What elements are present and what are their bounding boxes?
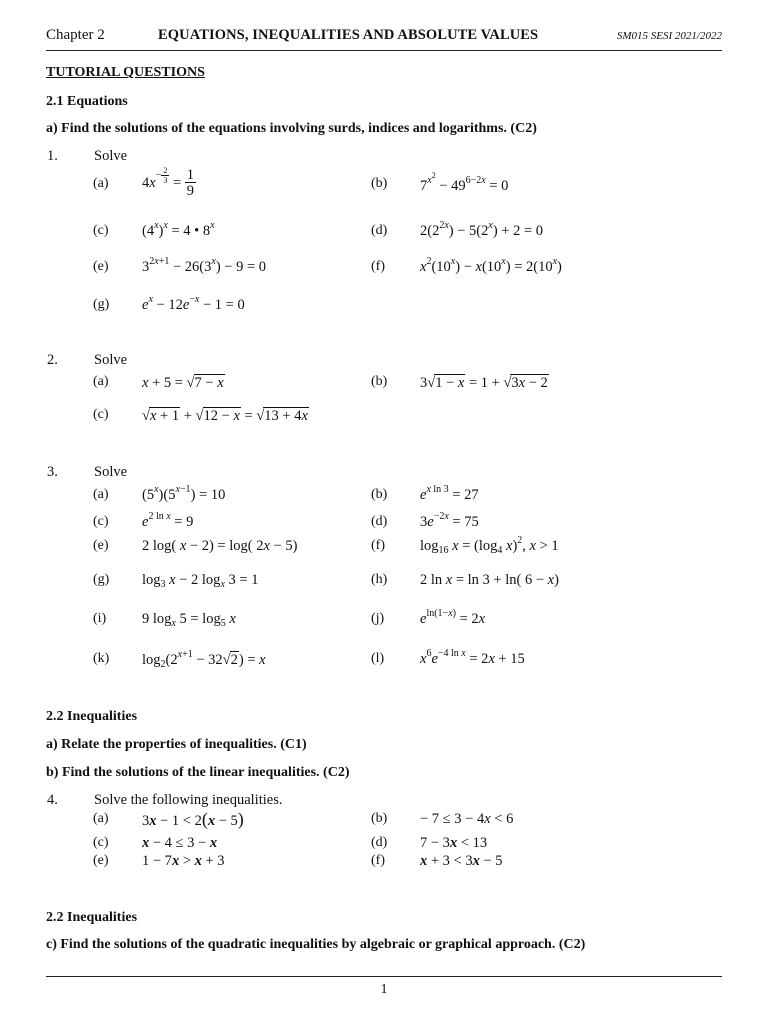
q1-label-b: (b)	[371, 176, 388, 191]
question-3-text: Solve	[94, 464, 128, 480]
q1c-equation: $(4^x)^x = 4$ • 8$^x$	[142, 220, 215, 239]
q1f-equation: $x^2(10^x) - x(10^x) = 2(10^x)$	[420, 256, 562, 275]
q1d-equation: $2(2^{2x}) - 5(2^x) + 2 = 0$	[420, 220, 544, 239]
q4-label-c: (c)	[93, 835, 109, 850]
q3-label-d: (d)	[371, 514, 388, 529]
question-4-text: Solve the following inequalities.	[94, 792, 283, 808]
q4-label-a: (a)	[93, 811, 109, 826]
q3-label-e: (e)	[93, 538, 109, 553]
q3-label-l: (l)	[371, 651, 385, 666]
q2b-equation: 3√1 − x = 1 + √3x − 2	[420, 375, 548, 391]
section-2-1-title: 2.1 Equations	[46, 94, 128, 109]
chapter-label: Chapter 2	[46, 27, 105, 43]
q1-label-g: (g)	[93, 297, 110, 312]
q4-label-d: (d)	[371, 835, 388, 850]
q3-label-a: (a)	[93, 487, 109, 502]
question-2-number: 2.	[47, 352, 58, 368]
q3c-equation: $e^{2 ln x} = 9$	[142, 511, 194, 530]
section-2-2-objective-c: c) Find the solutions of the quadratic inequalities by algebraic or graphical approach. (C2)	[46, 937, 586, 952]
q4a-inequality: 3x − 1 < 2(x − 5)	[142, 809, 244, 829]
q3k-equation: $\log_2(2^{x+1} - 32√2) = x$	[142, 649, 266, 670]
q4c-inequality: x − 4 ≤ 3 − x	[142, 835, 218, 851]
q1-label-a: (a)	[93, 176, 109, 191]
q4-label-e: (e)	[93, 853, 109, 868]
q3-label-j: (j)	[371, 611, 385, 626]
q3-label-g: (g)	[93, 572, 110, 587]
q3b-equation: $e^{x ln 3} = 27$	[420, 484, 479, 503]
q2c-equation: √x + 1 + √12 − x = √13 + 4x	[142, 408, 308, 424]
q1e-equation: $3^{2x+1} - 26(3^x) - 9 = 0$	[142, 256, 266, 275]
q3-label-c: (c)	[93, 514, 109, 529]
section-2-2b-title: 2.2 Inequalities	[46, 910, 138, 925]
q2-label-c: (c)	[93, 407, 109, 422]
q1-label-c: (c)	[93, 223, 109, 238]
q3-label-i: (i)	[93, 611, 107, 626]
q3-label-f: (f)	[371, 538, 385, 553]
footer-rule	[46, 976, 722, 977]
tutorial-heading: TUTORIAL QUESTIONS	[46, 65, 205, 80]
header-rule	[46, 50, 722, 51]
q3h-equation: 2 ln x = ln 3 + ln( 6 − x)	[420, 572, 559, 588]
question-4-number: 4.	[47, 792, 58, 808]
q3-label-b: (b)	[371, 487, 388, 502]
section-2-2-title: 2.2 Inequalities	[46, 709, 138, 724]
question-1-text: Solve	[94, 148, 128, 164]
q1g-equation: $e^x - 12e^{-x} - 1 = 0$	[142, 294, 245, 313]
q3i-equation: 9 $\log_x 5 = \log_5 x$	[142, 611, 236, 629]
section-2-2-objective-b: b) Find the solutions of the linear inequalities. (C2)	[46, 765, 350, 780]
q3-label-k: (k)	[93, 651, 110, 666]
chapter-title: EQUATIONS, INEQUALITIES AND ABSOLUTE VALUES	[158, 27, 539, 43]
q1-label-d: (d)	[371, 223, 388, 238]
page-header	[46, 27, 722, 49]
question-3-number: 3.	[47, 464, 58, 480]
course-code: SM015 SESI 2021/2022	[616, 30, 722, 42]
q3g-equation: $\log_3 x - 2$ $\log_x 3 = 1$	[142, 572, 259, 590]
q1b-equation: $7^{x^2} - 49^{6-2x} = 0$	[420, 171, 509, 194]
q3d-equation: $3e^{-2x} = 75$	[420, 511, 479, 530]
q4d-inequality: 7 − 3x < 13	[420, 835, 488, 851]
q2-label-a: (a)	[93, 374, 109, 389]
q3j-equation: $e^{ln(1-x)} = 2x$	[420, 608, 486, 627]
q4-label-f: (f)	[371, 853, 385, 868]
q4e-inequality: 1 − 7x > x + 3	[142, 853, 225, 869]
section-2-1-objective-a: a) Find the solutions of the equations involving surds, indices and logarithms. (C2)	[46, 121, 537, 136]
q2a-equation: x + 5 = √7 − x	[142, 375, 224, 391]
q3f-equation: $\log_{16} x = (\log_4$ x)$^2$, x > 1	[420, 535, 559, 556]
q4-label-b: (b)	[371, 811, 388, 826]
q3e-equation: 2 log( x − 2) = log( 2x − 5)	[142, 538, 298, 554]
q3-label-h: (h)	[371, 572, 388, 587]
q1-label-e: (e)	[93, 259, 109, 274]
section-2-2-objective-a: a) Relate the properties of inequalities. (C1)	[46, 737, 307, 752]
question-2-text: Solve	[94, 352, 128, 368]
question-1-number: 1.	[47, 148, 58, 164]
page-number: 1	[380, 982, 388, 997]
q1a-equation: $4x^{- \frac{2}{3}}$ = $\frac{1}{9}$	[142, 166, 195, 199]
q3a-equation: $(5^x)(5^{x-1}) = 10$	[142, 484, 226, 503]
q4f-inequality: x + 3 < 3x − 5	[420, 853, 503, 869]
q2-label-b: (b)	[371, 374, 388, 389]
q3l-equation: $x^6e^{-4 ln x} = 2x + 15$	[420, 648, 525, 667]
q1-label-f: (f)	[371, 259, 385, 274]
q4b-inequality: − 7 ≤ 3 − 4x < 6	[420, 811, 514, 827]
